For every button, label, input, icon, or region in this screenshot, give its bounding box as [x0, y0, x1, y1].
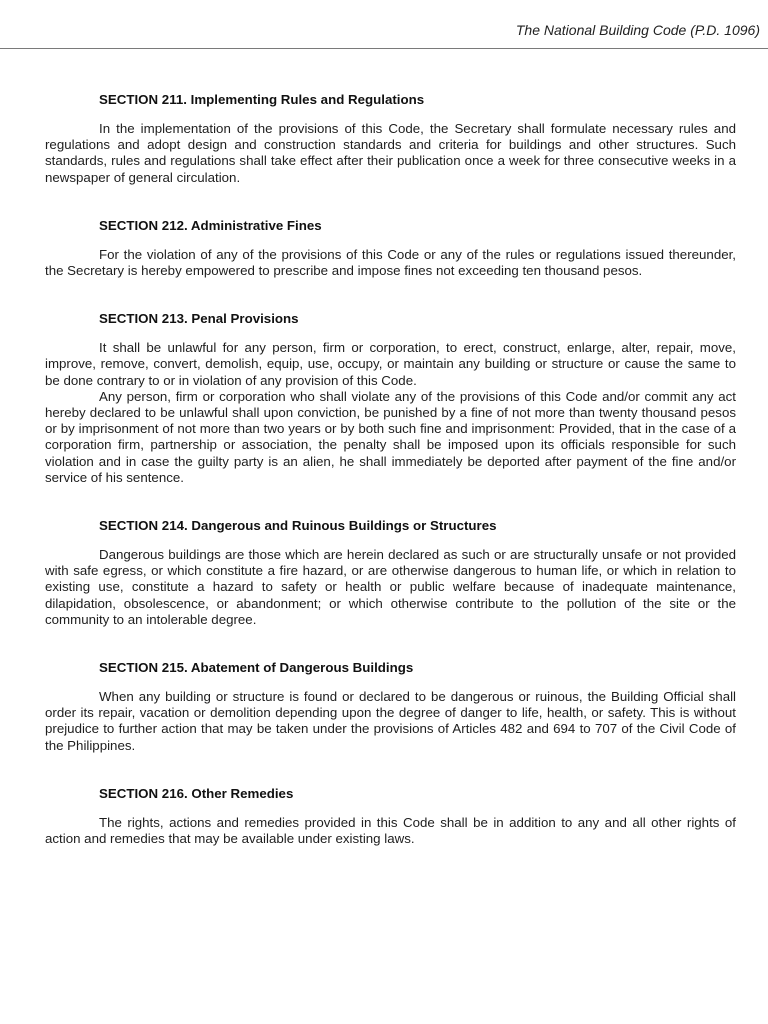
- section-heading: SECTION 211. Implementing Rules and Regulations: [99, 92, 425, 107]
- section-paragraph: When any building or structure is found or declared to be dangerous or ruinous, the Building Official shall order its repair, vacation or demolition depending upon the degree of danger to life, health, or safety. This is without prejudice to further action that may be taken under the provisions of Articles 482 and 694 to 707 of the Civil Code of the Philippines.: [45, 689, 736, 753]
- section-216: [45, 785, 736, 847]
- section-paragraph: For the violation of any of the provisions of this Code or any of the rules or regulations issued thereunder, the Secretary is hereby empowered to prescribe and impose fines not exceeding ten thousand pesos.: [45, 246, 736, 279]
- section-paragraph: Any person, firm or corporation who shall violate any of the provisions of this Code and/or commit any act hereby declared to be unlawful shall upon conviction, be punished by a fine of not more than twenty thousand pesos or by imprisonment of not more than two years or by both such fine and imprisonment: Provided, that in the case of a corporation firm, partnership or association, the penalty shall be imposed upon its officials responsible for such violation and in case the guilty party is an alien, he shall immediately be deported after payment of the fine and/or service of his sentence.: [45, 388, 736, 485]
- section-paragraph: Dangerous buildings are those which are herein declared as such or are structurally unsafe or not provided with safe egress, or which constitute a fire hazard, or are otherwise dangerous to human life, or which in relation to existing use, constitute a hazard to safety or health or public welfare because of inadequate maintenance, dilapidation, obsolescence, or abandonment; or which otherwise contribute to the pollution of the site or the community to an intolerable degree.: [45, 547, 736, 627]
- page-header: [0, 0, 768, 49]
- section-211: [45, 91, 736, 186]
- document-body: [45, 91, 736, 878]
- section-paragraph: In the implementation of the provisions of this Code, the Secretary shall formulate necessary rules and regulations and adopt design and construction standards and criteria for buildings and other structures. Such standards, rules and regulations shall take effect after their publication once a week for three consecutive weeks in a newspaper of general circulation.: [45, 121, 736, 185]
- section-212: [45, 217, 736, 279]
- section-214: [45, 517, 736, 628]
- section-paragraph: It shall be unlawful for any person, firm or corporation, to erect, construct, enlarge, alter, repair, move, improve, remove, convert, demolish, equip, use, occupy, or maintain any building or structure or cause the same to be done contrary to or in violation of any provision of this Code.: [45, 340, 736, 388]
- section-heading: SECTION 212. Administrative Fines: [99, 217, 322, 233]
- section-heading: SECTION 215. Abatement of Dangerous Buildings: [99, 660, 414, 676]
- section-heading: SECTION 214. Dangerous and Ruinous Buildings or Structures: [99, 518, 497, 534]
- section-heading: SECTION 216. Other Remedies: [99, 785, 294, 801]
- running-title: The National Building Code (P.D. 1096): [515, 22, 760, 38]
- section-heading: SECTION 213. Penal Provisions: [99, 311, 299, 327]
- section-215: [45, 659, 736, 754]
- section-213: [45, 310, 736, 486]
- section-paragraph: The rights, actions and remedies provided in this Code shall be in addition to any and all other rights of action and remedies that may be available under existing laws.: [45, 814, 736, 847]
